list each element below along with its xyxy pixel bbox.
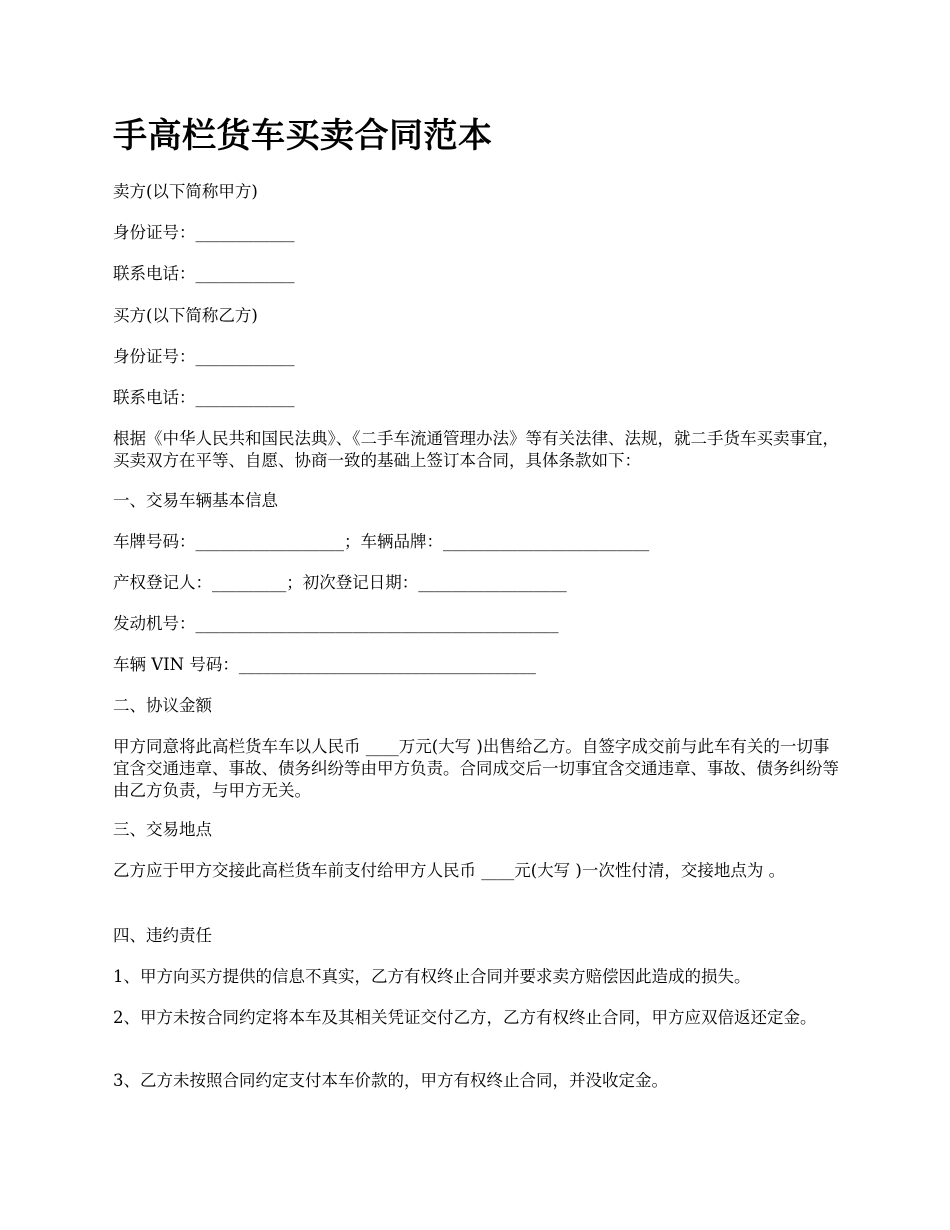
breach-clause-3: 3、乙方未按照合同约定支付本车价款的，甲方有权终止合同，并没收定金。 [113, 1071, 668, 1090]
document-title: 手高栏货车买卖合同范本 [113, 116, 493, 156]
section-3-heading: 三、交易地点 [113, 820, 212, 839]
seller-heading: 卖方(以下简称甲方) [113, 182, 258, 201]
owner-date-line: 产权登记人：_________；初次登记日期：__________________ [113, 573, 567, 592]
section-1-heading: 一、交易车辆基本信息 [113, 491, 278, 510]
breach-clause-2: 2、甲方未按合同约定将本车及其相关凭证交付乙方，乙方有权终止合同，甲方应双倍返还定金。 [113, 1008, 817, 1027]
seller-id-line: 身份证号：____________ [113, 223, 295, 242]
section-3-body: 乙方应于甲方交接此高栏货车前支付给甲方人民币 ____元(大写 )一次性付清，交接地点为 。 [113, 861, 786, 880]
buyer-heading: 买方(以下简称乙方) [113, 306, 258, 325]
section-4-heading: 四、违约责任 [113, 926, 212, 945]
section-2-heading: 二、协议金额 [113, 696, 212, 715]
plate-brand-line: 车牌号码：__________________；车辆品牌：_________________________ [113, 532, 650, 551]
seller-phone-line: 联系电话：____________ [113, 264, 295, 283]
intro-paragraph: 根据《中华人民共和国民法典》、《二手车流通管理办法》等有关法律、法规，就二手货车买卖事宜，买卖双方在平等、自愿、协商一致的基础上签订本合同，具体条款如下： [113, 429, 839, 470]
section-2-body: 甲方同意将此高栏货车车以人民币 ____万元(大写 )出售给乙方。自签字成交前与此车有关的一切事宜含交通违章、事故、债务纠纷等由甲方负责。合同成交后一切事宜含交通违章、事故、债务纠纷等由乙方负责，与甲方无关。 [113, 737, 839, 800]
engine-number-line: 发动机号：____________________________________________ [113, 614, 559, 633]
breach-clause-1: 1、甲方向买方提供的信息不真实，乙方有权终止合同并要求卖方赔偿因此造成的损失。 [113, 967, 751, 986]
buyer-phone-line: 联系电话：____________ [113, 388, 295, 407]
buyer-id-line: 身份证号：____________ [113, 347, 295, 366]
vin-line: 车辆 VIN 号码：____________________________________ [113, 655, 536, 674]
